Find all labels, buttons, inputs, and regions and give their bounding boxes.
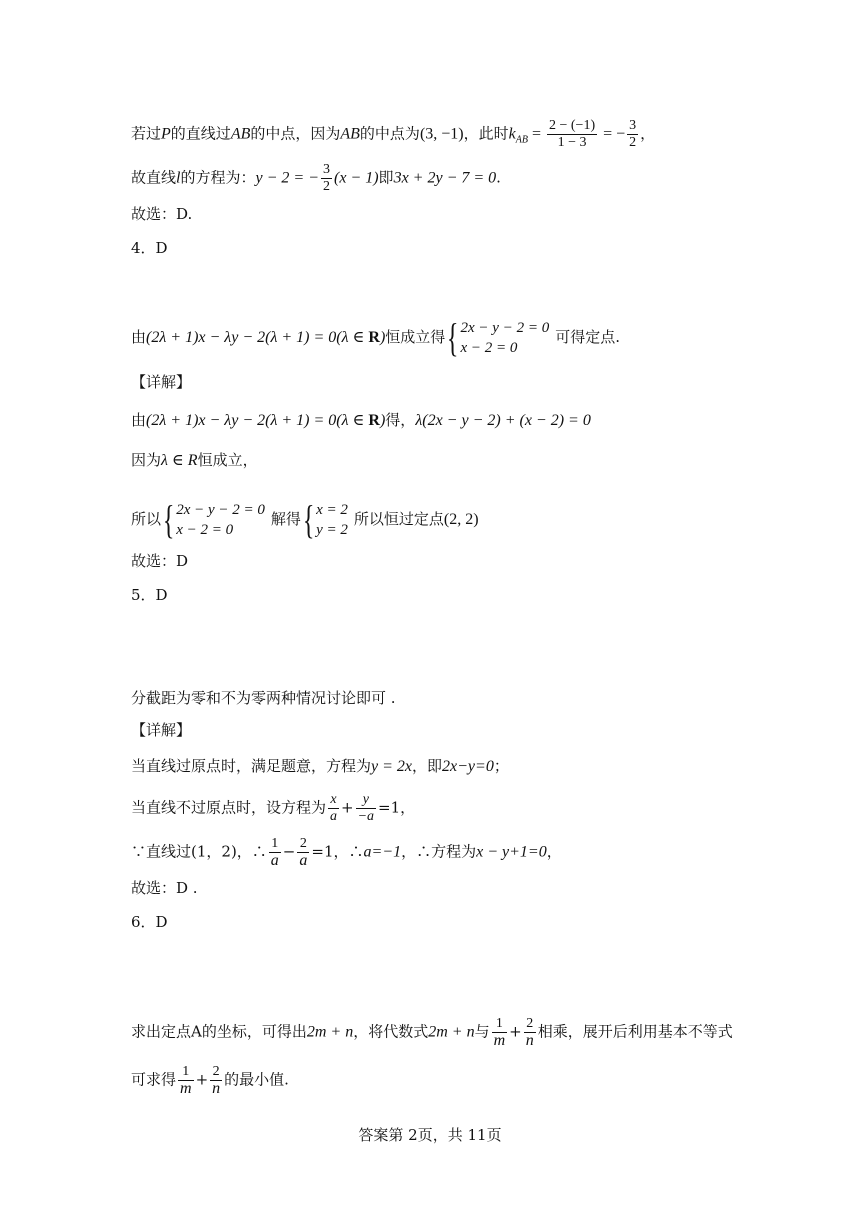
text-line-14: 当直线过原点时，满足题意，方程为y = 2x，即2x−y=0；: [131, 757, 509, 775]
fraction: $\frac{1}{a}$: [270, 836, 279, 869]
equation-system: 2x − y − 2 = 0 x − 2 = 0: [460, 320, 550, 356]
fraction: $\frac{2}{n}$: [212, 1064, 221, 1097]
fraction: $\frac{2 - (-1)}{1 - 3}$: [549, 118, 596, 150]
text-line-15: 当直线不过原点时，设方程为 $\frac{x}{a}$ + $\frac{y}{-a}$ =1，: [131, 792, 416, 824]
text-line-19: 求出定点A的坐标，可得出2m + n，将代数式2m + n与 $\frac{1}{m}$ + $\frac{2}{n}$ 相乘，展开后利用基本不等式: [131, 1016, 733, 1049]
answer-line: 故选：D.: [131, 205, 193, 223]
fraction: $\frac{1}{m}$: [180, 1064, 192, 1097]
text-line-20: 可求得 $\frac{1}{m}$ + $\frac{2}{n}$ 的最小值.: [131, 1064, 289, 1097]
text-line-5: 由(2λ + 1)x − λy − 2(λ + 1) = 0(λ ∈ R)恒成立得{ 2x − y − 2 = 0 x − 2 = 0 可得定点.: [131, 315, 620, 360]
text-line-9: 所以{ 2x − y − 2 = 0 x − 2 = 0 解得{ x = 2 y = 2 所以恒过定点(2, 2): [131, 497, 479, 542]
text-line-8: 因为λ ∈ R恒成立，: [131, 451, 258, 469]
question-number: 4．D: [131, 239, 168, 257]
question-number: 5．D: [131, 586, 168, 604]
text-line-12: 分截距为零和不为零两种情况讨论即可 .: [131, 689, 396, 707]
fraction: $\frac{2}{n}$: [525, 1016, 534, 1049]
page-footer: 答案第 2页，共 11页: [358, 1126, 502, 1144]
fraction: $\frac{x}{a}$: [330, 792, 338, 824]
text-line-2: 故直线l的方程为：y − 2 = − $\frac{3}{2}$ (x − 1)即3x + 2y − 7 = 0.: [131, 162, 501, 194]
left-brace-icon: {: [302, 497, 315, 542]
equation-system: 2x − y − 2 = 0 x − 2 = 0: [176, 502, 265, 538]
section-heading: 【详解】: [131, 721, 192, 739]
question-number: 6．D: [131, 913, 168, 931]
text-line-1: 若过P的直线过AB的中点，因为AB的中点为(3, −1)，此时$k_{AB}$ = $\frac{2 - (-1)}{1 - 3}$ = − $\frac{3}{2}$ ，: [131, 118, 656, 150]
fraction: $\frac{1}{m}$: [493, 1016, 506, 1049]
answer-line: 故选：D: [131, 552, 189, 570]
answer-line: 故选：D .: [131, 879, 198, 897]
left-brace-icon: {: [447, 315, 459, 360]
fraction: $\frac{3}{2}$: [322, 162, 330, 194]
left-brace-icon: {: [162, 497, 175, 542]
equation-system: x = 2 y = 2: [316, 502, 348, 538]
fraction: $\frac{3}{2}$: [629, 118, 637, 150]
fraction: $\frac{2}{a}$: [299, 836, 308, 869]
section-heading: 【详解】: [131, 373, 192, 391]
text-line-7: 由(2λ + 1)x − λy − 2(λ + 1) = 0(λ ∈ R)得，λ(2x − y − 2) + (x − 2) = 0: [131, 411, 591, 429]
text-line-16: ∵直线过(1，2)，∴ $\frac{1}{a}$ − $\frac{2}{a}$ =1，∴a=−1，∴方程为x − y+1=0，: [131, 836, 562, 869]
fraction: $\frac{y}{-a}$: [357, 792, 375, 824]
